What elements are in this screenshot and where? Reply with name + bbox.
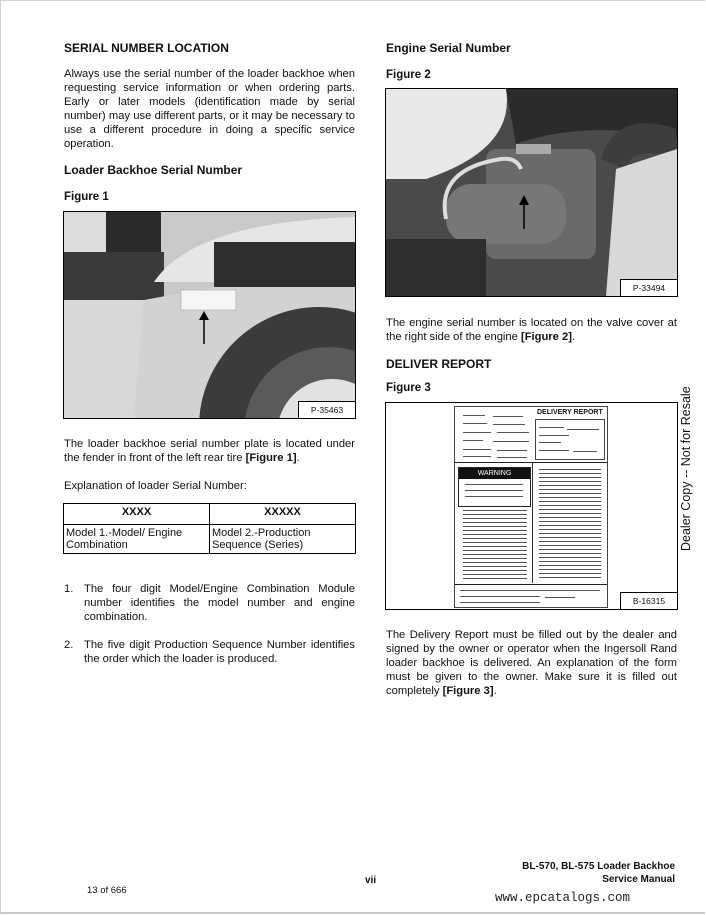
- list-item: [64, 582, 355, 626]
- figure-1-title: Figure 1: [64, 191, 109, 203]
- figure-1-reference: [Figure 1]: [245, 452, 297, 464]
- engine-photo-illustration: [386, 89, 677, 296]
- figure-3-code: B-16315: [620, 592, 677, 609]
- figure-1-description-paragraph: [64, 437, 355, 465]
- website-link[interactable]: www.epcatalogs.com: [495, 891, 631, 905]
- paragraph-end: .: [571, 331, 576, 343]
- delivery-report-form-illustration: [454, 406, 608, 608]
- text-block-right: [539, 469, 601, 579]
- warning-label: WARNING: [459, 468, 530, 479]
- figure-2-photo: [385, 88, 678, 297]
- table-header-row: [64, 504, 356, 525]
- figure-1-photo: [63, 211, 356, 419]
- figure-3-reference: [Figure 3]: [442, 685, 494, 697]
- figure-3-description-paragraph: [386, 628, 677, 698]
- page-number: vii: [365, 875, 377, 886]
- section-title-serial-number-location: SERIAL NUMBER LOCATION: [64, 41, 229, 55]
- paragraph-end: .: [296, 452, 300, 464]
- subsection-title-loader-serial: Loader Backhoe Serial Number: [64, 163, 243, 177]
- form-header-section: [455, 407, 607, 463]
- figure-2-reference: [Figure 2]: [520, 331, 572, 343]
- page-counter: 13 of 666: [87, 885, 127, 896]
- manual-title-line1: BL-570, BL-575 Loader Backhoe: [522, 861, 675, 872]
- figure-3-drawing: [385, 402, 678, 610]
- list-text: The four digit Model/Engine Combination Module number identifies the model number and engine combination.: [84, 583, 355, 623]
- list-number: 2.: [64, 639, 74, 651]
- table-cell: Model 2.-Production Sequence (Series): [210, 525, 356, 554]
- subsection-title-engine-serial: Engine Serial Number: [386, 41, 511, 55]
- table-cell: Model 1.-Model/ Engine Combination: [64, 525, 210, 554]
- list-item: [64, 638, 355, 668]
- figure-2-description-paragraph: [386, 316, 677, 344]
- paragraph-end: .: [493, 685, 497, 697]
- warning-box: [458, 467, 531, 507]
- form-title: DELIVERY REPORT: [537, 409, 603, 416]
- paragraph-text: The loader backhoe serial number plate is located under the fender in front of the left rear tire: [64, 438, 355, 464]
- serial-number-table: [63, 503, 356, 554]
- intro-paragraph: Always use the serial number of the loader backhoe when requesting service information or when ordering parts. Early or later models (identification made by serial number) may use different parts, or it may be necessary to use a different procedure in doing a specific service operation.: [64, 68, 355, 150]
- paragraph-text: The Delivery Report must be filled out by the dealer and signed by the owner or operator when the Ingersoll Rand loader backhoe is delivered. An explanation of the form must be given to the owner. Make sure it is filled out completely: [386, 629, 677, 697]
- dealer-copy-watermark: Dealer Copy -- Not for Resale: [679, 386, 693, 551]
- figure-2-code: P-33494: [620, 279, 677, 296]
- manual-title-line2: Service Manual: [602, 874, 675, 885]
- figure-3-title: Figure 3: [386, 382, 431, 394]
- table-header-sequence: XXXXX: [210, 504, 356, 525]
- figure-1-code: P-35463: [298, 401, 355, 418]
- list-text: The five digit Production Sequence Number identifies the order which the loader is produced.: [84, 639, 355, 665]
- figure-2-title: Figure 2: [386, 69, 431, 81]
- explanation-label: Explanation of loader Serial Number:: [64, 480, 247, 492]
- section-title-deliver-report: DELIVER REPORT: [386, 357, 492, 371]
- list-number: 1.: [64, 583, 74, 595]
- table-header-model: XXXX: [64, 504, 210, 525]
- column-divider: [532, 463, 533, 583]
- text-block-left: [463, 510, 527, 582]
- table-row: [64, 525, 356, 554]
- footer-divider: [455, 584, 607, 585]
- form-info-box: [535, 419, 605, 460]
- fender-photo-illustration: [64, 212, 355, 418]
- paragraph-text: The engine serial number is located on the valve cover at the right side of the engine: [386, 317, 677, 343]
